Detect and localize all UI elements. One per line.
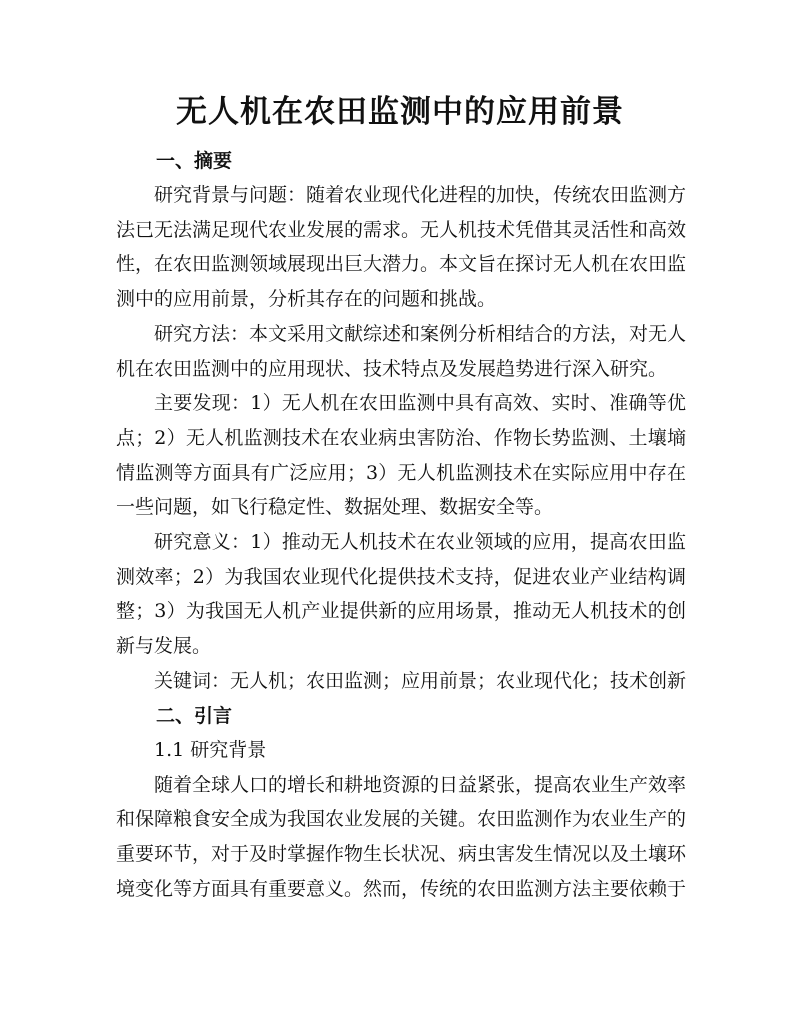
- abstract-method-paragraph: 研究方法：本文采用文献综述和案例分析相结合的方法，对无人机在农田监测中的应用现状、技术特点及发展趋势进行深入研究。: [116, 322, 687, 380]
- document-title: 无人机在农田监测中的应用前景: [176, 94, 624, 130]
- abstract-significance-paragraph: 研究意义：1）推动无人机技术在农业领域的应用，提高农田监测效率；2）为我国农业现代化提供技术支持，促进农业产业结构调整；3）为我国无人机产业提供新的应用场景，推动无人机技术的创新与发展。: [116, 531, 686, 658]
- intro-heading: 二、引言: [156, 704, 233, 727]
- intro-background-paragraph: 随着全球人口的增长和耕地资源的日益紧张，提高农业生产效率和保障粮食安全成为我国农业发展的关键。农田监测作为农业生产的重要环节，对于及时掌握作物生长状况、病虫害发生情况以及土壤环境变化等方面具有重要意义。然而，传统的农田监测方法主要依赖于: [116, 773, 687, 900]
- abstract-findings-paragraph: 主要发现：1）无人机在农田监测中具有高效、实时、准确等优点；2）无人机监测技术在农业病虫害防治、作物长势监测、土壤墒情监测等方面具有广泛应用；3）无人机监测技术在实际应用中存在一些问题，如飞行稳定性、数据处理、数据安全等。: [116, 392, 686, 519]
- abstract-background-paragraph: 研究背景与问题：随着农业现代化进程的加快，传统农田监测方法已无法满足现代农业发展的需求。无人机技术凭借其灵活性和高效性，在农田监测领域展现出巨大潜力。本文旨在探讨无人机在农田监测中的应用前景，分析其存在的问题和挑战。: [116, 184, 687, 311]
- abstract-heading: 一、摘要: [156, 150, 233, 172]
- intro-subheading: 1.1 研究背景: [154, 738, 267, 761]
- keywords-line: 关键词：无人机；农田监测；应用前景；农业现代化；技术创新: [154, 669, 687, 692]
- document-body: [116, 144, 686, 906]
